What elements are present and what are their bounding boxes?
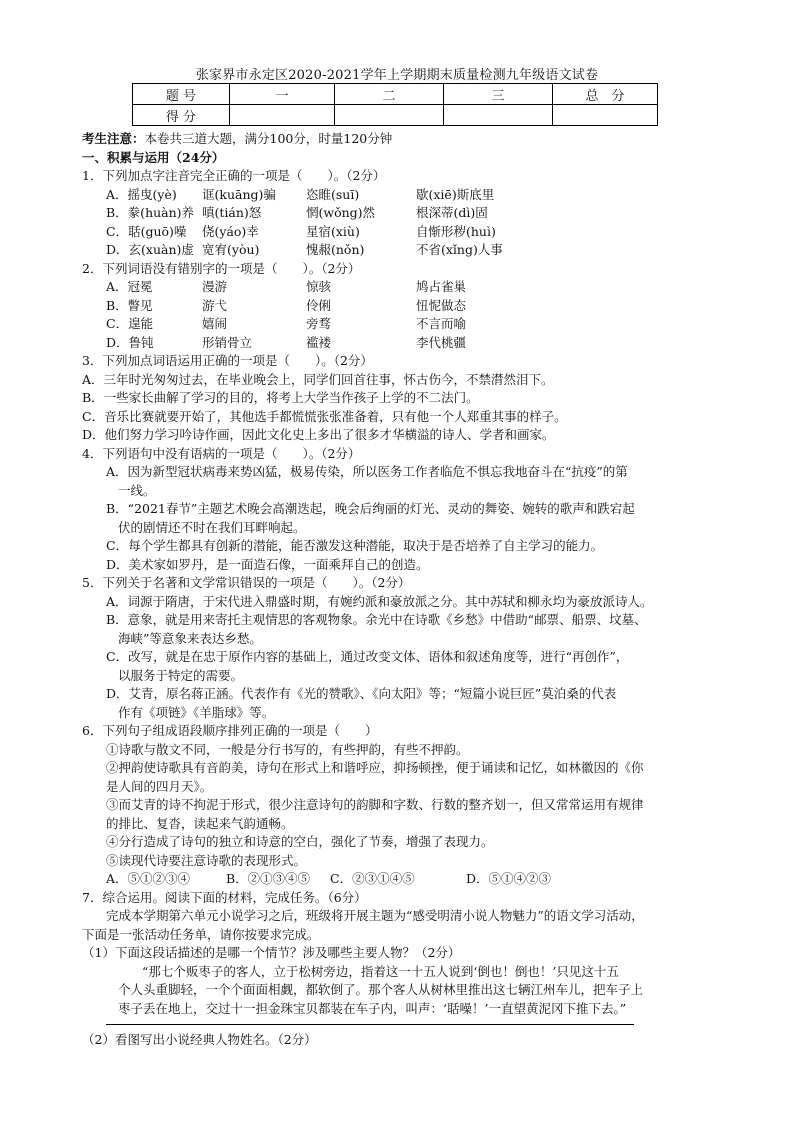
question-stem: 5．下列关于名著和文学常识错误的一项是（ ）。（2分） <box>82 575 411 590</box>
question-stem: 7．综合运用。阅读下面的材料，完成任务。（6分） <box>82 889 367 905</box>
option-line: C．每个学生都具有创新的潜能，能否激发这种潜能，取决于是否培养了自主学习的能力。 <box>106 538 604 553</box>
score-input-cell[interactable] <box>335 105 444 126</box>
sentence-line: ①诗歌与散文不同，一般是分行书写的，有些押韵，有些不押韵。 <box>106 741 469 757</box>
option-line: A．因为新型冠状病毒来势凶猛，极易传染，所以医务工作者临危不惧忘我地奋斗在“抗疫”的第 <box>106 464 628 479</box>
option-item: 惘(wǒng)然 <box>306 205 376 220</box>
option-item: D．⑤①④②③ <box>466 871 552 886</box>
option-item: 宽宥(yòu) <box>202 242 260 257</box>
option-item: 旁骛 <box>306 316 332 331</box>
sentence-line: ②押韵使诗歌具有音韵美，诗句在形式上和谐呼应，抑扬顿挫，便于诵读和记忆，如林徽因的《你 <box>106 760 644 775</box>
table-row <box>133 105 658 126</box>
section-heading: 一、积累与运用（24分） <box>82 149 225 165</box>
sub-question: （1）下面这段话描述的是哪一个情节？涉及哪些主要人物？（2分） <box>82 945 461 960</box>
option-line: C．音乐比赛就要开始了，其他选手都慌慌张张准备着，只有他一个人郑重其事的样子。 <box>82 408 567 424</box>
exam-content <box>82 130 716 1050</box>
sub-question: （2）看图写出小说经典人物姓名。（2分） <box>82 1032 317 1047</box>
table-cell: 总 分 <box>553 84 658 105</box>
option-item: 歇(xiē)斯底里 <box>416 186 495 202</box>
option-row <box>82 186 716 205</box>
question-stem: 4．下列语句中没有语病的一项是（ ）。（2分） <box>82 445 361 461</box>
option-item: 褴褛 <box>306 334 332 350</box>
option-item: 不言而喻 <box>416 316 467 331</box>
score-input-cell[interactable] <box>230 105 335 126</box>
option-item: 伶俐 <box>306 297 332 313</box>
option-item: A．⑤①②③④ <box>106 871 191 886</box>
option-item: C．遑能 <box>106 316 154 331</box>
option-item: D．鲁钝 <box>106 334 154 350</box>
passage-line: 枣子丢在地上，交过十一担金珠宝贝都装在车子内，叫声：‘聒噪！’一直望黄泥冈下推下去。” <box>118 1000 627 1016</box>
option-item: 诓(kuāng)骗 <box>202 186 276 202</box>
answer-line[interactable] <box>106 1024 634 1025</box>
option-item: 愧赧(nǒn) <box>306 242 365 257</box>
option-item: B．豢(huàn)养 <box>106 205 195 220</box>
option-item: 嬉闹 <box>202 316 228 331</box>
option-item: 恣睢(suī) <box>306 186 360 202</box>
notice-label: 考生注意： <box>82 131 145 146</box>
option-line: 以服务于特定的需要。 <box>118 667 244 683</box>
option-item: 嗔(tián)怒 <box>202 205 262 220</box>
option-item: B．瞥见 <box>106 297 153 313</box>
option-line: 作有《项链》《羊脂球》等。 <box>118 704 275 720</box>
option-line: 伏的剧情还不时在我们耳畔响起。 <box>118 519 306 535</box>
question-stem: 1．下列加点字注音完全正确的一项是（ ）。（2分） <box>82 168 386 183</box>
table-cell: 二 <box>335 84 444 105</box>
passage-line: 个人头重脚轻，一个个面面相觑，都软倒了。那个客人从树林里推出这七辆江州车儿，把车子上 <box>118 982 644 997</box>
table-cell: 一 <box>230 84 335 105</box>
passage-line: “那七个贩枣子的客人，立于松树旁边，指着这一十五人说到‘倒也！倒也！’只见这十五 <box>142 963 619 979</box>
option-line: 一线。 <box>118 482 156 498</box>
exam-title: 张家界市永定区2020-2021学年上学期期末质量检测九年级语文试卷 <box>195 68 599 83</box>
option-item: 形销骨立 <box>202 334 253 350</box>
table-cell: 题 号 <box>133 84 230 105</box>
question-stem: 3．下列加点词语运用正确的一项是（ ）。（2分） <box>82 353 373 368</box>
option-line: D．美术家如罗丹，是一面造石像，一面乘拜自己的创造。 <box>106 556 429 572</box>
option-item: 侥(yáo)幸 <box>202 223 259 239</box>
option-line: B．一些家长曲解了学习的目的，将考上大学当作孩子上学的不二法门。 <box>82 390 479 405</box>
notice <box>82 130 716 149</box>
option-line: 海峡”等意象来表达乡愁。 <box>118 630 262 646</box>
option-item: 漫游 <box>202 279 228 294</box>
option-item: D．玄(xuàn)虚 <box>106 242 194 257</box>
option-item: A．摇曳(yè) <box>106 186 177 202</box>
sentence-line: 是人间的四月天》。 <box>106 778 213 794</box>
option-item: 鸠占雀巢 <box>416 279 467 294</box>
sentence-line: ③而艾青的诗不拘泥于形式，很少注意诗句的韵脚和字数、行数的整齐划一，但又常常运用有规律 <box>106 797 644 812</box>
option-line: B．意象，就是用来寄托主观情思的客观物象。余光中在诗歌《乡愁》中借助“邮票、船票、坟墓、 <box>106 612 647 627</box>
option-item: 游弋 <box>202 297 228 313</box>
option-line: D．他们努力学习吟诗作画，因此文化史上多出了很多才华横溢的诗人、学者和画家。 <box>82 427 555 442</box>
option-item: C．聒(guō)噪 <box>106 223 187 239</box>
option-row <box>82 315 716 334</box>
option-row <box>82 870 716 889</box>
option-item: 忸怩做态 <box>416 297 467 313</box>
intro-line: 下面是一张活动任务单，请你按要求完成。 <box>82 926 320 942</box>
option-row <box>82 297 716 316</box>
table-row <box>133 84 658 105</box>
option-item: 星宿(xiù) <box>306 223 360 239</box>
sentence-line: 的排比、复沓，读起来气韵通畅。 <box>106 815 294 831</box>
option-row <box>82 223 716 242</box>
option-row <box>82 334 716 353</box>
question-stem: 6．下列句子组成语段顺序排列正确的一项是（ ） <box>82 723 378 738</box>
option-line: A．词源于隋唐，于宋代进入鼎盛时期，有婉约派和豪放派之分。其中苏轼和柳永均为豪放派诗人。 <box>106 593 653 609</box>
question-stem: 2．下列词语没有错别字的一项是（ ）。（2分） <box>82 260 361 276</box>
option-item: 自惭形秽(huì) <box>416 223 496 239</box>
option-line: B．“2021春节”主题艺术晚会高潮迭起，晚会后绚丽的灯光、灵动的舞姿、婉转的歌声和跌宕起 <box>106 501 635 516</box>
intro-line: 完成本学期第六单元小说学习之后，班级将开展主题为“感受明清小说人物魅力”的语文学习活动， <box>106 908 644 923</box>
score-input-cell[interactable] <box>553 105 658 126</box>
option-item: 惊骇 <box>306 279 332 294</box>
option-row <box>82 241 716 260</box>
option-line: D．艾青，原名蒋正涵。代表作有《光的赞歌》、《向太阳》等；“短篇小说巨匠”莫泊桑的代表 <box>106 686 617 701</box>
notice-text: 本卷共三道大题，满分100分，时量120分钟 <box>144 131 393 146</box>
option-row <box>82 204 716 223</box>
option-line: C．改写，就是在忠于原作内容的基础上，通过改变文体、语体和叙述角度等，进行“再创作”， <box>106 649 629 664</box>
option-row <box>82 278 716 297</box>
table-cell: 得 分 <box>133 105 230 126</box>
sentence-line: ⑤读现代诗要注意诗歌的表现形式。 <box>106 852 307 868</box>
score-input-cell[interactable] <box>444 105 553 126</box>
sentence-line: ④分行造成了诗句的独立和诗意的空白，强化了节奏，增强了表现力。 <box>106 834 494 849</box>
option-item: C．②③①④⑤ <box>330 871 415 886</box>
table-cell: 三 <box>444 84 553 105</box>
option-item: 根深蒂(dì)固 <box>416 205 488 220</box>
option-item: A．冠冕 <box>106 279 153 294</box>
option-item: 不省(xǐng)人事 <box>416 242 503 257</box>
option-line: A．三年时光匆匆过去，在毕业晚会上，同学们回首往事，怀古伤今，不禁潸然泪下。 <box>82 371 554 387</box>
option-item: B．②①③④⑤ <box>226 871 311 886</box>
option-item: 李代桃疆 <box>416 334 467 350</box>
score-table <box>132 83 658 126</box>
